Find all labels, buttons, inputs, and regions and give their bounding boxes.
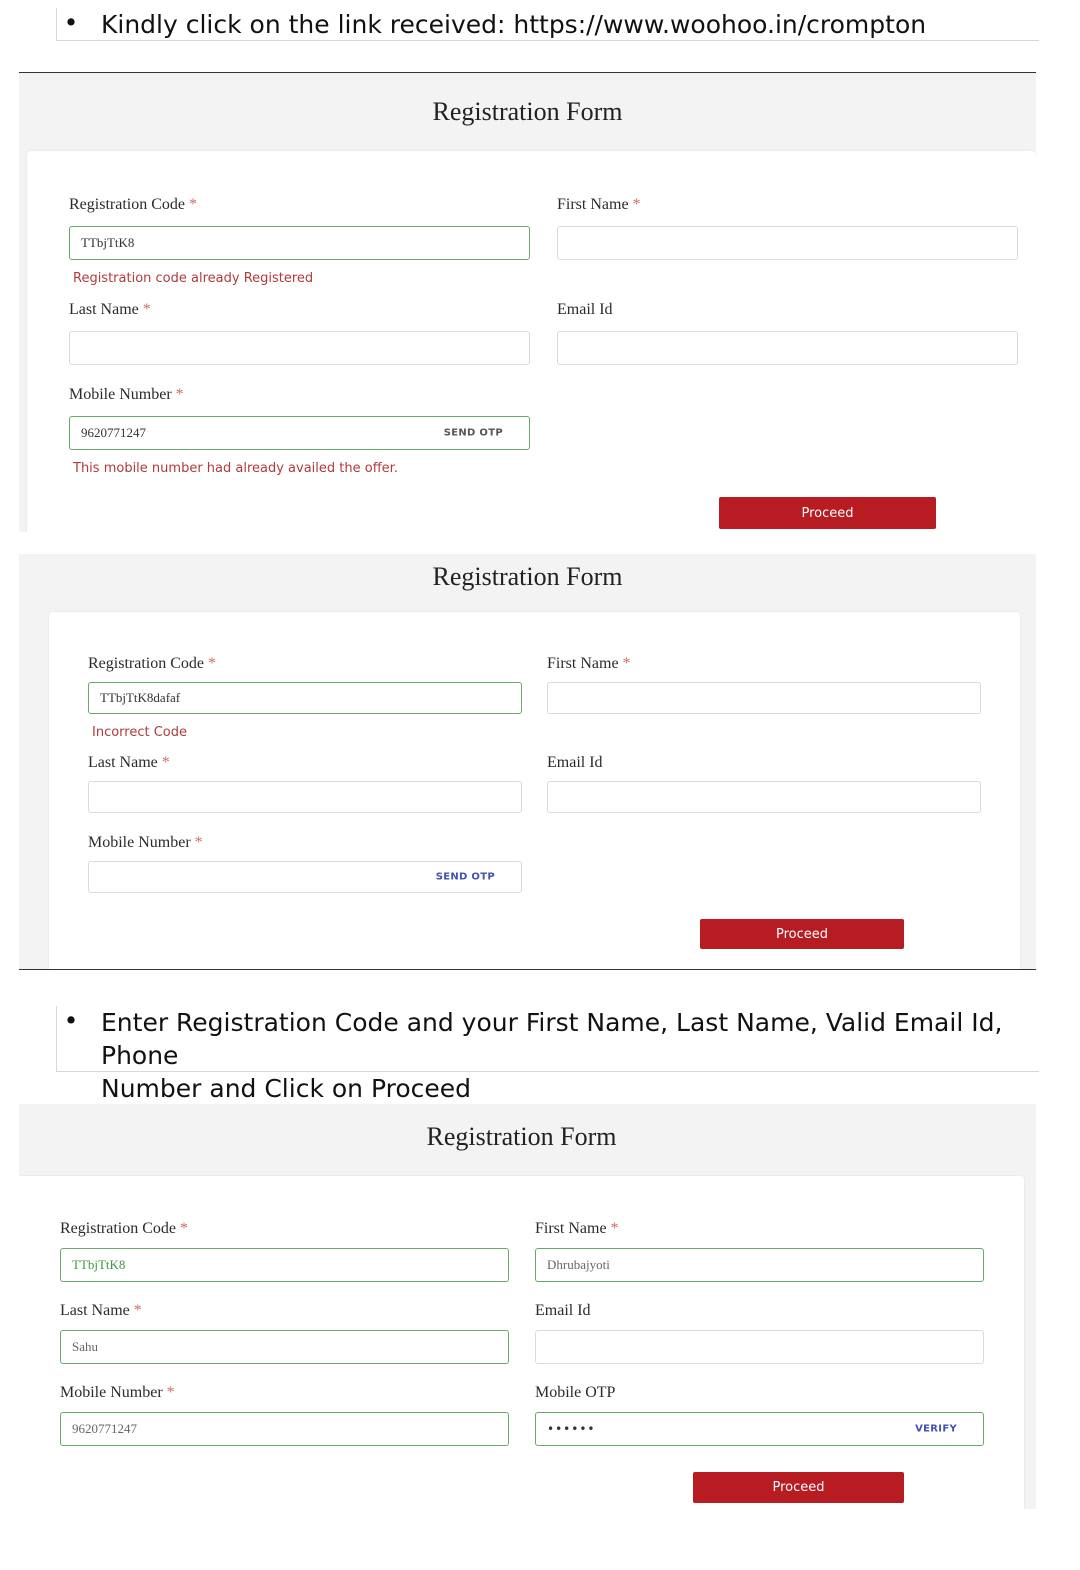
first-name-input[interactable]: [547, 682, 981, 714]
form-card: [27, 151, 1036, 532]
first-name-input[interactable]: [557, 226, 1018, 260]
instruction-step-2: [56, 1006, 1039, 1103]
proceed-button[interactable]: Proceed: [719, 497, 936, 529]
divider: [19, 969, 1036, 970]
registration-code-label: Registration Code *: [60, 1220, 188, 1237]
registration-code-input[interactable]: TTbjTtK8dafaf: [88, 682, 522, 714]
first-name-field: [557, 196, 1018, 214]
registration-code-label: Registration Code *: [69, 196, 197, 213]
form-card: [49, 612, 1020, 969]
form-title: Registration Form: [432, 97, 623, 126]
last-name-field: [60, 1302, 509, 1354]
instruction-text: Enter Registration Code and your First Name, Last Name, Valid Email Id, Phone Number and Click on Proceed: [101, 1008, 1003, 1103]
email-field: [557, 301, 1018, 319]
registration-form-3: [19, 1104, 1036, 1509]
email-label: Email Id: [535, 1302, 591, 1319]
registration-code-field: [60, 1220, 509, 1272]
verify-button[interactable]: VERIFY: [915, 1423, 957, 1435]
form-title: Registration Form: [432, 562, 623, 591]
last-name-input[interactable]: [88, 781, 522, 813]
instruction-text: Kindly click on the link received: https://www.woohoo.in/crompton: [101, 10, 927, 39]
registration-code-error: Registration code already Registered: [73, 271, 314, 286]
registration-code-error: Incorrect Code: [92, 725, 188, 740]
last-name-field: [69, 301, 530, 319]
email-field: [535, 1302, 984, 1320]
mobile-otp-label: Mobile OTP: [535, 1384, 616, 1401]
registration-code-field: [69, 196, 530, 250]
form-title: Registration Form: [426, 1122, 617, 1151]
instruction-step-1: [56, 8, 1039, 41]
bullet-icon: •: [63, 1006, 79, 1035]
registration-form-2: [19, 554, 1036, 969]
mobile-otp-field: [535, 1384, 984, 1436]
mobile-number-input[interactable]: [88, 861, 522, 893]
form-card: [19, 1176, 1024, 1509]
registration-code-input[interactable]: TTbjTtK8: [69, 226, 530, 260]
last-name-input[interactable]: [69, 331, 530, 365]
mobile-number-field: [88, 834, 522, 883]
last-name-label: Last Name *: [60, 1302, 142, 1319]
last-name-label: Last Name *: [69, 301, 151, 318]
proceed-button[interactable]: Proceed: [693, 1472, 904, 1503]
last-name-label: Last Name *: [88, 754, 170, 771]
email-input[interactable]: [557, 331, 1018, 365]
proceed-button[interactable]: Proceed: [700, 919, 904, 949]
registration-code-field: [88, 655, 522, 705]
registration-code-input[interactable]: TTbjTtK8: [60, 1248, 509, 1282]
send-otp-button[interactable]: SEND OTP: [435, 871, 495, 883]
mobile-number-label: Mobile Number *: [88, 834, 203, 851]
bullet-icon: •: [63, 8, 79, 37]
email-label: Email Id: [547, 754, 603, 771]
last-name-field: [88, 754, 522, 772]
send-otp-button[interactable]: SEND OTP: [443, 427, 503, 439]
first-name-field: [547, 655, 981, 673]
mobile-otp-input[interactable]: •••••• VERIFY: [535, 1412, 984, 1446]
email-input[interactable]: [547, 781, 981, 813]
last-name-input[interactable]: Sahu: [60, 1330, 509, 1364]
email-field: [547, 754, 981, 772]
mobile-number-field: [69, 386, 530, 440]
mobile-number-input[interactable]: 9620771247 SEND OTP: [69, 416, 530, 450]
mobile-number-input[interactable]: 9620771247: [60, 1412, 509, 1446]
registration-code-label: Registration Code *: [88, 655, 216, 672]
mobile-number-field: [60, 1384, 509, 1436]
mobile-number-label: Mobile Number *: [60, 1384, 175, 1401]
registration-form-1: [19, 73, 1036, 532]
first-name-label: First Name *: [557, 196, 641, 213]
first-name-label: First Name *: [535, 1220, 619, 1237]
email-label: Email Id: [557, 301, 613, 318]
first-name-input[interactable]: Dhrubajyoti: [535, 1248, 984, 1282]
first-name-field: [535, 1220, 984, 1272]
first-name-label: First Name *: [547, 655, 631, 672]
mobile-number-label: Mobile Number *: [69, 386, 184, 403]
mobile-number-error: This mobile number had already availed the offer.: [73, 461, 398, 476]
email-input[interactable]: [535, 1330, 984, 1364]
